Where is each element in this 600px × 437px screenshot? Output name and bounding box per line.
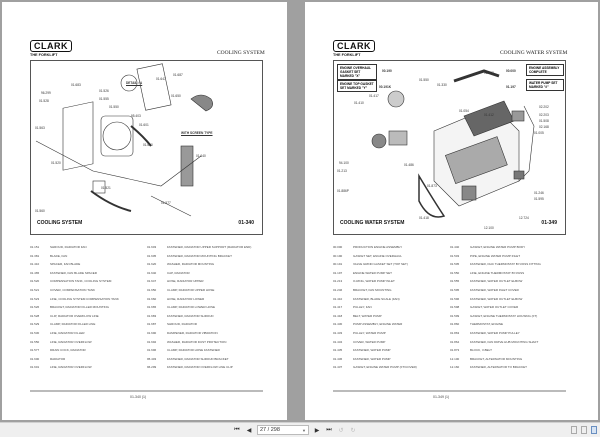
part-code: 01.595 — [450, 287, 460, 292]
page-reference: 01-340 (1) — [130, 395, 147, 399]
part-code: 01.197 — [333, 270, 343, 275]
parts-list-row — [30, 314, 150, 323]
parts-list-row — [147, 357, 267, 366]
parts-list-row — [147, 279, 267, 288]
part-code: 01.523 — [30, 296, 40, 301]
next-page-button[interactable] — [313, 425, 321, 435]
parts-list-row — [30, 254, 150, 263]
detail-label: DETAIL : A — [126, 81, 143, 85]
parts-list-row — [147, 348, 267, 357]
parts-list-row — [333, 357, 453, 366]
parts-list-row — [147, 288, 267, 297]
parts-list-row — [30, 279, 150, 288]
part-code: 01.601 — [30, 365, 40, 370]
part-name: CLAMP, RADIATOR FILLER LINE — [50, 322, 96, 327]
part-code: 01.690 — [147, 330, 157, 335]
screen-type-label: WITH SCREEN TYPE — [181, 131, 213, 135]
diagram-label: COOLING WATER SYSTEM — [340, 220, 405, 226]
part-code: 01.696 — [147, 348, 157, 353]
next-page-icon: ▶ — [314, 427, 320, 434]
part-name: GASKET, WATER OUTLET COVER — [470, 305, 519, 310]
part-code: 01.863 — [450, 330, 460, 335]
part-name: BRACKET, FAN MOUNTING — [353, 287, 392, 292]
part-name: FASTENER, RADIATOR SHROUD BRACKET — [167, 356, 229, 361]
part-code: 01.577 — [30, 348, 40, 353]
part-name: CLAMP, RADIATOR UPPER HOSE — [167, 287, 215, 292]
part-name: HOSE, RADIATOR LOWER — [167, 296, 205, 301]
brand-name: CLARK — [30, 40, 72, 52]
part-name: GASKET, ENGINE THERMOSTAT HOUSING (FT) — [470, 313, 538, 318]
part-name: DAMPENER, RADIATOR VIBRATION — [167, 330, 218, 335]
part-name: COMPENSATION TANK, COOLING SYSTEM — [50, 279, 112, 284]
part-code: 01.596 — [450, 296, 460, 301]
parts-list-row — [30, 297, 150, 306]
parts-list-row — [333, 288, 453, 297]
exploded-view-illustration — [31, 61, 264, 236]
part-name: SPACER, FAN BLADE — [50, 262, 81, 267]
parts-list-row — [450, 305, 570, 314]
rotate-right-icon: ↻ — [350, 427, 356, 434]
part-code: 01.418 — [333, 313, 343, 318]
part-code: 01.526 — [30, 305, 40, 310]
part-name: FASTENER, DHC THERMOSTAT BY-PASS FITTING — [470, 262, 541, 267]
parts-list-row — [30, 262, 150, 271]
parts-list-row — [147, 262, 267, 271]
cooling-water-system-diagram: ENGINE OVERHAUL GASKET SET MARKED "X" 00.190 ENGINE TOP GASKET SET MARKED "Y" 00.191K ENGINE ASSEMBLY COMPLETE 00.000 WATER PUMP SET MARKED "#" 01.197 01.503 01.330 01.550 01.417 01.410 01.054 01.412 02.202 02.203 01.508 02.168 01.005 94.100 01.213 01.486 01.886P 01.873 01.246 01.595 12.724 12.100 01.418 COOLING WATER SYSTEM 01-349 — [333, 60, 566, 235]
part-name: LINE, COOLING SYSTEM COMPENSATION TANK — [50, 296, 119, 301]
part-name: PRODUCTION ENGINE ASSEMBLY — [353, 245, 403, 249]
part-name: CLAMP, RADIATOR LOWER HOSE — [167, 305, 216, 310]
part-name: PIPE, ENGINE WATER PUMP INLET — [470, 253, 521, 258]
part-code: 01.683 — [147, 313, 157, 318]
part-name: BLOCK, V-BELT — [470, 348, 492, 353]
part-name: SHROUD, RADIATOR FAN — [50, 245, 87, 249]
parts-list-row — [333, 314, 453, 323]
parts-list-row — [333, 340, 453, 349]
diagram-number: 01-340 — [238, 220, 254, 226]
part-name: GASKET, ENGINE WATER PUMP BODY — [470, 245, 526, 249]
part-name: BELT, WATER PUMP — [353, 313, 382, 318]
part-code: 01.665 — [147, 305, 157, 310]
parts-list-row — [147, 314, 267, 323]
parts-list-row — [333, 365, 453, 374]
parts-list-row — [333, 348, 453, 357]
part-name: SHROUD, RADIATOR — [167, 322, 197, 327]
part-code: 95.403 — [147, 356, 157, 361]
parts-list-row — [147, 365, 267, 374]
parts-list-row — [333, 331, 453, 340]
part-name: BLADE, FAN — [50, 253, 68, 258]
part-name: VALVE GRIND GASKET SET (TOP SET) — [353, 262, 408, 267]
parts-list-row — [450, 322, 570, 331]
parts-list-row — [30, 322, 150, 331]
page-reference: 01-349 (1) — [433, 395, 450, 399]
part-name: FASTENER, ALTERNATOR TO BRACKET — [470, 365, 527, 370]
part-name: ENGINE WATER PUMP SET — [353, 270, 392, 275]
first-page-icon: ⏮ — [234, 426, 240, 433]
cooling-system-diagram: 01.683 96.299 01.526 01.555 01.528 01.550 95.403 01.601 01.563 01.647 01.687 01.650 01.660 01.640 01.577 01.520 01.560 01.521 DETAIL : A WITH SCREEN TYPE COOLING SYSTEM 01-340 — [30, 60, 263, 235]
part-code: 01.598 — [450, 305, 460, 310]
part-name: FASTENER, FAN DRIVE HUB MOUNTING SHAFT — [470, 339, 539, 344]
part-name: COVER, COMPENSATION TANK — [50, 287, 96, 292]
system-title: COOLING SYSTEM — [217, 50, 265, 56]
parts-list-row — [147, 271, 267, 280]
part-code: 01.640 — [147, 270, 157, 275]
clark-logo — [30, 40, 72, 57]
parts-list-row — [147, 340, 267, 349]
part-name: FASTENER, WATER OUTLET ELBOW — [470, 279, 523, 284]
parts-list-row — [333, 271, 453, 280]
part-name: THERMOSTAT, ENGINE — [470, 322, 504, 327]
part-name: FASTENER, WATER PUMP — [353, 348, 391, 353]
part-code: 01.505 — [450, 262, 460, 267]
right-page — [305, 2, 598, 420]
part-name: BRACKET, RADIATOR FILLER MOUNTING — [50, 305, 109, 310]
engine-assembly-box: ENGINE ASSEMBLY COMPLETE — [526, 64, 564, 76]
part-code: 01.555 — [450, 279, 460, 284]
part-name: WASHER, RADIATOR MOUNTING — [167, 262, 215, 267]
part-code: 00.190 — [333, 253, 343, 258]
parts-list-row — [333, 297, 453, 306]
parts-list-row — [333, 262, 453, 271]
parts-list-row — [30, 348, 150, 357]
parts-list-row — [450, 288, 570, 297]
part-code: 01.465 — [30, 270, 40, 275]
prev-page-button[interactable] — [245, 425, 253, 435]
part-name: FASTENER, RADIATOR SHROUD — [167, 313, 214, 318]
parts-list-row — [30, 305, 150, 314]
part-code: 01.381 — [30, 253, 40, 258]
part-code: 01.503 — [450, 253, 460, 258]
parts-list-row — [450, 254, 570, 263]
part-name: FASTENER, WATER OUTLET ELBOW — [470, 296, 523, 301]
parts-list-row — [30, 331, 150, 340]
part-code: 01.599 — [450, 313, 460, 318]
part-name: DRAIN COCK, RADIATOR — [50, 348, 86, 353]
part-name: PUMP ASSEMBLY, ENGINE WATER — [353, 322, 403, 327]
prev-page-icon: ◀ — [246, 427, 252, 434]
parts-list-row — [30, 245, 150, 254]
part-code: 01.647 — [147, 279, 157, 284]
parts-list-row — [30, 340, 150, 349]
part-name: LINE, ENGINE THERMOSTAT BY-PASS — [470, 270, 525, 275]
part-code: 96.299 — [147, 365, 157, 370]
part-code: 01.436 — [333, 356, 343, 361]
parts-list-row — [30, 288, 150, 297]
part-name: LINE, RADIATOR OVERFLOW — [50, 365, 92, 370]
parts-list-row — [450, 365, 570, 374]
part-code: 01.417 — [333, 305, 343, 310]
part-name: FASTENER, WATER PUMP — [353, 356, 391, 361]
part-code: 01.864 — [450, 339, 460, 344]
parts-list-row — [450, 297, 570, 306]
part-name: O-RING, WATER PUMP INLET — [353, 279, 395, 284]
part-code: 01.213 — [333, 279, 343, 284]
part-code: 01.605 — [147, 253, 157, 258]
parts-list-row — [450, 279, 570, 288]
part-name: LINE, RADIATOR OVERFLOW — [50, 339, 92, 344]
part-name: FASTENER, FAN BLADE SPACER — [50, 270, 97, 275]
part-code: 01.435 — [333, 348, 343, 353]
continuous-view-icon[interactable] — [581, 426, 587, 434]
last-page-button[interactable] — [325, 425, 333, 435]
parts-list-row — [333, 279, 453, 288]
part-code: 01.410 — [333, 296, 343, 301]
part-name: PULLEY, FAN — [353, 305, 372, 310]
part-code: 01.440 — [450, 245, 460, 249]
brand-subtitle: THE FORKLIFT — [333, 53, 361, 57]
two-page-view-icon[interactable] — [591, 426, 597, 434]
parts-list-row — [450, 271, 570, 280]
part-code: 01.246 — [333, 287, 343, 292]
diagram-number: 01-349 — [541, 220, 557, 226]
part-code: 01.550 — [30, 339, 40, 344]
part-code: 01.873 — [450, 348, 460, 353]
part-name: FASTENER, RADIATOR UPPER SUPPORT (RADIATOR END) — [167, 245, 252, 249]
part-code: 12.160 — [450, 365, 460, 370]
parts-list-row — [147, 245, 267, 254]
parts-list-row — [147, 297, 267, 306]
part-code: 01.530 — [30, 330, 40, 335]
parts-list-row — [450, 314, 570, 323]
parts-list-row — [333, 254, 453, 263]
part-code: 01.430 — [333, 322, 343, 327]
part-name: FASTENER, RADIATOR OVERFLOW LINE CLIP — [167, 365, 233, 370]
page-indicator: 27 / 298 — [260, 427, 280, 433]
single-page-view-icon[interactable] — [571, 426, 577, 434]
part-code: 12.100 — [450, 356, 460, 361]
parts-list-row — [450, 245, 570, 254]
part-code: 00.000 — [333, 245, 343, 249]
part-code: 01.521 — [30, 287, 40, 292]
part-code: 01.600 — [30, 356, 40, 361]
part-code: 01.660 — [147, 296, 157, 301]
part-name: GASKET, ENGINE WATER PUMP (FT/COVER) — [353, 365, 417, 370]
rotate-left-button[interactable] — [337, 425, 345, 435]
water-pump-set-box: WATER PUMP SET MARKED "#" — [526, 79, 564, 91]
part-code: 01.687 — [147, 322, 157, 327]
parts-list-row — [450, 357, 570, 366]
part-name: HOSE, RADIATOR UPPER — [167, 279, 204, 284]
part-code: 01.433 — [333, 330, 343, 335]
left-page — [2, 2, 287, 420]
rotate-right-button[interactable] — [349, 425, 357, 435]
parts-list-row — [30, 365, 150, 374]
part-name: CLAMP, RADIATOR HOSE FASTENER — [167, 348, 220, 353]
parts-list-row — [147, 331, 267, 340]
parts-list-row — [450, 340, 570, 349]
parts-list-row — [333, 305, 453, 314]
part-code: 01.650 — [147, 287, 157, 292]
part-name: LINE, RADIATOR FILLER — [50, 330, 85, 335]
viewer-toolbar — [0, 422, 600, 437]
part-name: FASTENER, RADIATOR MOUNTING BRACKET — [167, 253, 232, 258]
brand-subtitle: THE FORKLIFT — [30, 53, 58, 57]
view-mode-group — [571, 426, 597, 434]
part-code: 00.191 — [333, 262, 343, 267]
part-name: FASTENER, BLADE SCALE (FAN) — [353, 296, 400, 301]
part-name: RADIATOR — [50, 356, 66, 361]
part-code: 01.550 — [450, 270, 460, 275]
parts-list-row — [333, 245, 453, 254]
parts-list-row — [147, 254, 267, 263]
gasket-set-x-box: ENGINE OVERHAUL GASKET SET MARKED "X" — [337, 64, 377, 80]
part-code: 01.603 — [147, 245, 157, 249]
part-code: 01.410 — [30, 262, 40, 267]
parts-list-row — [450, 331, 570, 340]
rotate-left-icon: ↺ — [338, 427, 344, 434]
part-code: 01.434 — [333, 339, 343, 344]
part-code: 01.528 — [30, 313, 40, 318]
diagram-label: COOLING SYSTEM — [37, 220, 83, 226]
brand-name: CLARK — [333, 40, 375, 52]
first-page-button[interactable] — [233, 425, 241, 435]
part-code: 01.529 — [30, 322, 40, 327]
part-code: 01.437 — [333, 365, 343, 370]
footer-divider — [30, 390, 263, 392]
part-name: FASTENER, WATER INLET COVER — [470, 287, 519, 292]
footer-divider — [333, 390, 566, 392]
parts-list-row — [30, 357, 150, 366]
part-name: CLIP, RADIATOR OVERFLOW LINE — [50, 313, 99, 318]
page-number-select[interactable] — [257, 425, 309, 435]
part-name: FASTENER, WATER PUMP PULLEY — [470, 330, 520, 335]
part-name: GASKET SET, ENGINE OVERHAUL — [353, 253, 402, 258]
parts-list-row — [450, 348, 570, 357]
parts-list-row — [30, 271, 150, 280]
page-navigation — [233, 425, 357, 435]
part-name: WASHER, RADIATOR DUST PROTECTION — [167, 339, 227, 344]
chevron-down-icon: ▼ — [302, 427, 306, 433]
part-code: 01.151 — [30, 245, 40, 249]
part-name: BRACKET, ALTERNATOR MOUNTING — [470, 356, 523, 361]
part-code: 01.860 — [450, 322, 460, 327]
parts-list-row — [147, 322, 267, 331]
clark-logo — [333, 40, 375, 57]
part-code: 01.620 — [147, 262, 157, 267]
part-name: PULLEY, WATER PUMP — [353, 330, 386, 335]
part-name: COVER, WATER PUMP — [353, 339, 386, 344]
system-title: COOLING WATER SYSTEM — [500, 50, 568, 56]
part-code: 01.692 — [147, 339, 157, 344]
last-page-icon: ⏭ — [326, 426, 332, 433]
parts-list-row — [147, 305, 267, 314]
parts-list-row — [450, 262, 570, 271]
part-name: CAP, RADIATOR — [167, 270, 190, 275]
part-code: 01.520 — [30, 279, 40, 284]
gasket-set-y-box: ENGINE TOP GASKET SET MARKED "Y" — [337, 80, 377, 92]
parts-list-row — [333, 322, 453, 331]
